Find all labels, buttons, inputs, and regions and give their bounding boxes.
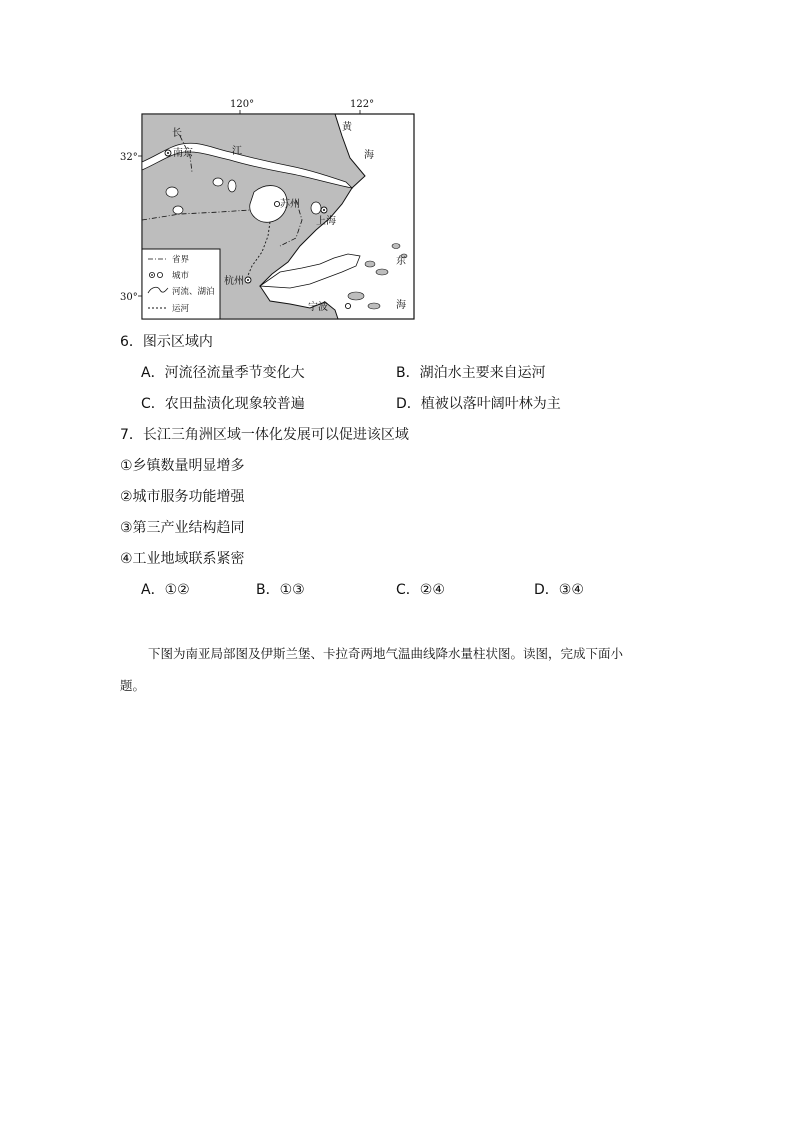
legend-city: 城市 bbox=[172, 271, 190, 281]
label-suzhou: 苏州 bbox=[280, 199, 300, 210]
legend-river-lake: 河流、湖泊 bbox=[172, 287, 215, 297]
label-ningbo: 宁波 bbox=[308, 302, 328, 313]
label-nanjing: 南京 bbox=[173, 148, 193, 159]
label-chang: 长 bbox=[172, 128, 182, 139]
q6-option-b[interactable]: B．湖泊水主要来自运河 bbox=[396, 365, 546, 381]
label-hangzhou: 杭州 bbox=[224, 276, 244, 287]
q7-statement-4: ④工业地域联系紧密 bbox=[120, 551, 245, 567]
lat-label-30: 30° bbox=[120, 292, 138, 303]
q7-option-a[interactable]: A．①② bbox=[141, 582, 190, 598]
lon-label-120: 120° bbox=[230, 99, 255, 110]
q7-option-b[interactable]: B．①③ bbox=[256, 582, 305, 598]
question-7-stem: 7．长江三角洲区域一体化发展可以促进该区域 bbox=[120, 427, 409, 443]
lon-label-122: 122° bbox=[350, 99, 375, 110]
q6-option-d[interactable]: D．植被以落叶阔叶林为主 bbox=[396, 396, 561, 412]
q7-option-d[interactable]: D．③④ bbox=[534, 582, 584, 598]
map-figure bbox=[120, 96, 420, 322]
q7-statement-3: ③第三产业结构趋同 bbox=[120, 520, 245, 536]
q7-option-c[interactable]: C．②④ bbox=[396, 582, 445, 598]
label-dong: 东 bbox=[396, 256, 406, 267]
question-6-stem: 6．图示区域内 bbox=[120, 334, 213, 350]
legend-canal: 运河 bbox=[172, 304, 190, 314]
label-huang: 黄 bbox=[342, 122, 352, 133]
yangtze-delta-map bbox=[120, 96, 420, 322]
label-jiang: 江 bbox=[232, 146, 242, 157]
q6-option-c[interactable]: C．农田盐渍化现象较普遍 bbox=[141, 396, 305, 412]
q7-statement-2: ②城市服务功能增强 bbox=[120, 489, 245, 505]
next-group-intro-line1: 下图为南亚局部图及伊斯兰堡、卡拉奇两地气温曲线降水量柱状图。读图，完成下面小 bbox=[148, 646, 624, 661]
label-hai-yellow: 海 bbox=[364, 150, 374, 161]
q7-statement-1: ①乡镇数量明显增多 bbox=[120, 458, 245, 474]
next-group-intro-line2: 题。 bbox=[120, 678, 146, 693]
label-shanghai: 上海 bbox=[316, 216, 336, 227]
legend-boundary: 省界 bbox=[172, 255, 190, 265]
lat-label-32: 32° bbox=[120, 152, 138, 163]
q6-option-a[interactable]: A．河流径流量季节变化大 bbox=[141, 365, 305, 381]
label-hai-east: 海 bbox=[396, 300, 406, 311]
